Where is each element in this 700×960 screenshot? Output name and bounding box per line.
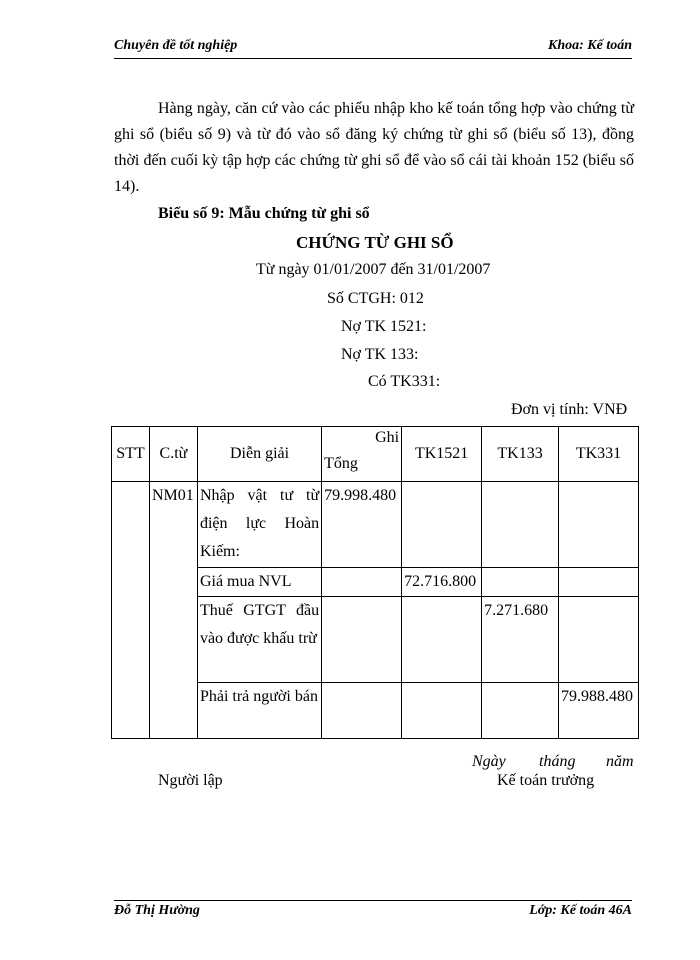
cell-tk133 <box>482 683 559 739</box>
debit-account-1521: Nợ TK 1521: <box>341 318 427 335</box>
cell-tk1521 <box>402 683 482 739</box>
col-stt: STT <box>112 427 150 482</box>
footer-rule <box>114 900 632 901</box>
col-dien-giai: Diễn giải <box>197 427 321 482</box>
cell-tong: 79.998.480 <box>322 482 402 568</box>
preparer-label: Người lập <box>158 772 223 789</box>
footer-left: Đỗ Thị Hường <box>114 903 200 918</box>
chief-accountant-label: Kế toán trưởng <box>497 772 595 789</box>
currency-unit: Đơn vị tính: VNĐ <box>511 401 628 418</box>
cell-tk1521 <box>402 482 482 568</box>
cell-ctu: NM01 <box>149 482 197 739</box>
cell-tk331: 79.988.480 <box>559 683 639 739</box>
page-footer <box>114 903 632 919</box>
debit-account-133: Nợ TK 133: <box>341 346 419 363</box>
voucher-table <box>111 426 639 739</box>
cell-tk133: 7.271.680 <box>482 597 559 683</box>
cell-tk331 <box>559 482 639 568</box>
cell-tk331 <box>559 568 639 597</box>
intro-paragraph: Hàng ngày, căn cứ vào các phiếu nhập kho kế toán tổng hợp vào chứng từ ghi sổ (biểu số 9) và từ đó vào sổ đăng ký chứng từ ghi sổ (biểu số 13), đồng thời đến cuối kỳ tập hợp các chứng từ ghi sổ để vào sổ cái tài khoản 152 (biểu số 14). <box>114 100 634 195</box>
page-header <box>114 38 632 54</box>
col-ghi-label: Ghi <box>375 429 400 446</box>
header-right: Khoa: Kế toán <box>547 38 632 53</box>
cell-dien-giai: Nhập vật tư từ điện lực Hoàn Kiếm: <box>197 482 321 568</box>
cell-dien-giai: Giá mua NVL <box>197 568 321 597</box>
cell-stt <box>112 482 150 739</box>
cell-tk133 <box>482 568 559 597</box>
col-ghi-tong <box>322 427 402 482</box>
credit-account-331: Có TK331: <box>368 373 441 390</box>
cell-tong <box>322 683 402 739</box>
table-header-row <box>112 427 639 482</box>
cell-tk133 <box>482 482 559 568</box>
signature-date-month: tháng <box>539 753 576 770</box>
header-left: Chuyên đề tốt nghiệp <box>114 38 238 53</box>
form-period: Từ ngày 01/01/2007 đến 31/01/2007 <box>256 261 491 278</box>
cell-tk1521: 72.716.800 <box>402 568 482 597</box>
cell-dien-giai: Thuế GTGT đầu vào được khấu trừ <box>197 597 321 683</box>
signature-date-year: năm <box>606 753 634 770</box>
col-tk331: TK331 <box>559 427 639 482</box>
header-rule <box>114 58 632 59</box>
col-tk1521: TK1521 <box>402 427 482 482</box>
cell-tong <box>322 568 402 597</box>
col-tk133: TK133 <box>482 427 559 482</box>
form-caption: Biểu số 9: Mẫu chứng từ ghi sổ <box>158 205 370 222</box>
table-row <box>112 482 639 568</box>
form-number: Số CTGH: 012 <box>327 290 424 307</box>
form-title: CHỨNG TỪ GHI SỔ <box>296 233 454 252</box>
cell-tong <box>322 597 402 683</box>
col-tong-label: Tổng <box>324 455 358 472</box>
cell-dien-giai: Phải trả người bán <box>197 683 321 739</box>
col-ctu: C.từ <box>149 427 197 482</box>
cell-tk331 <box>559 597 639 683</box>
footer-right: Lớp: Kế toán 46A <box>529 903 632 918</box>
signature-date-day: Ngày <box>472 753 506 770</box>
cell-tk1521 <box>402 597 482 683</box>
